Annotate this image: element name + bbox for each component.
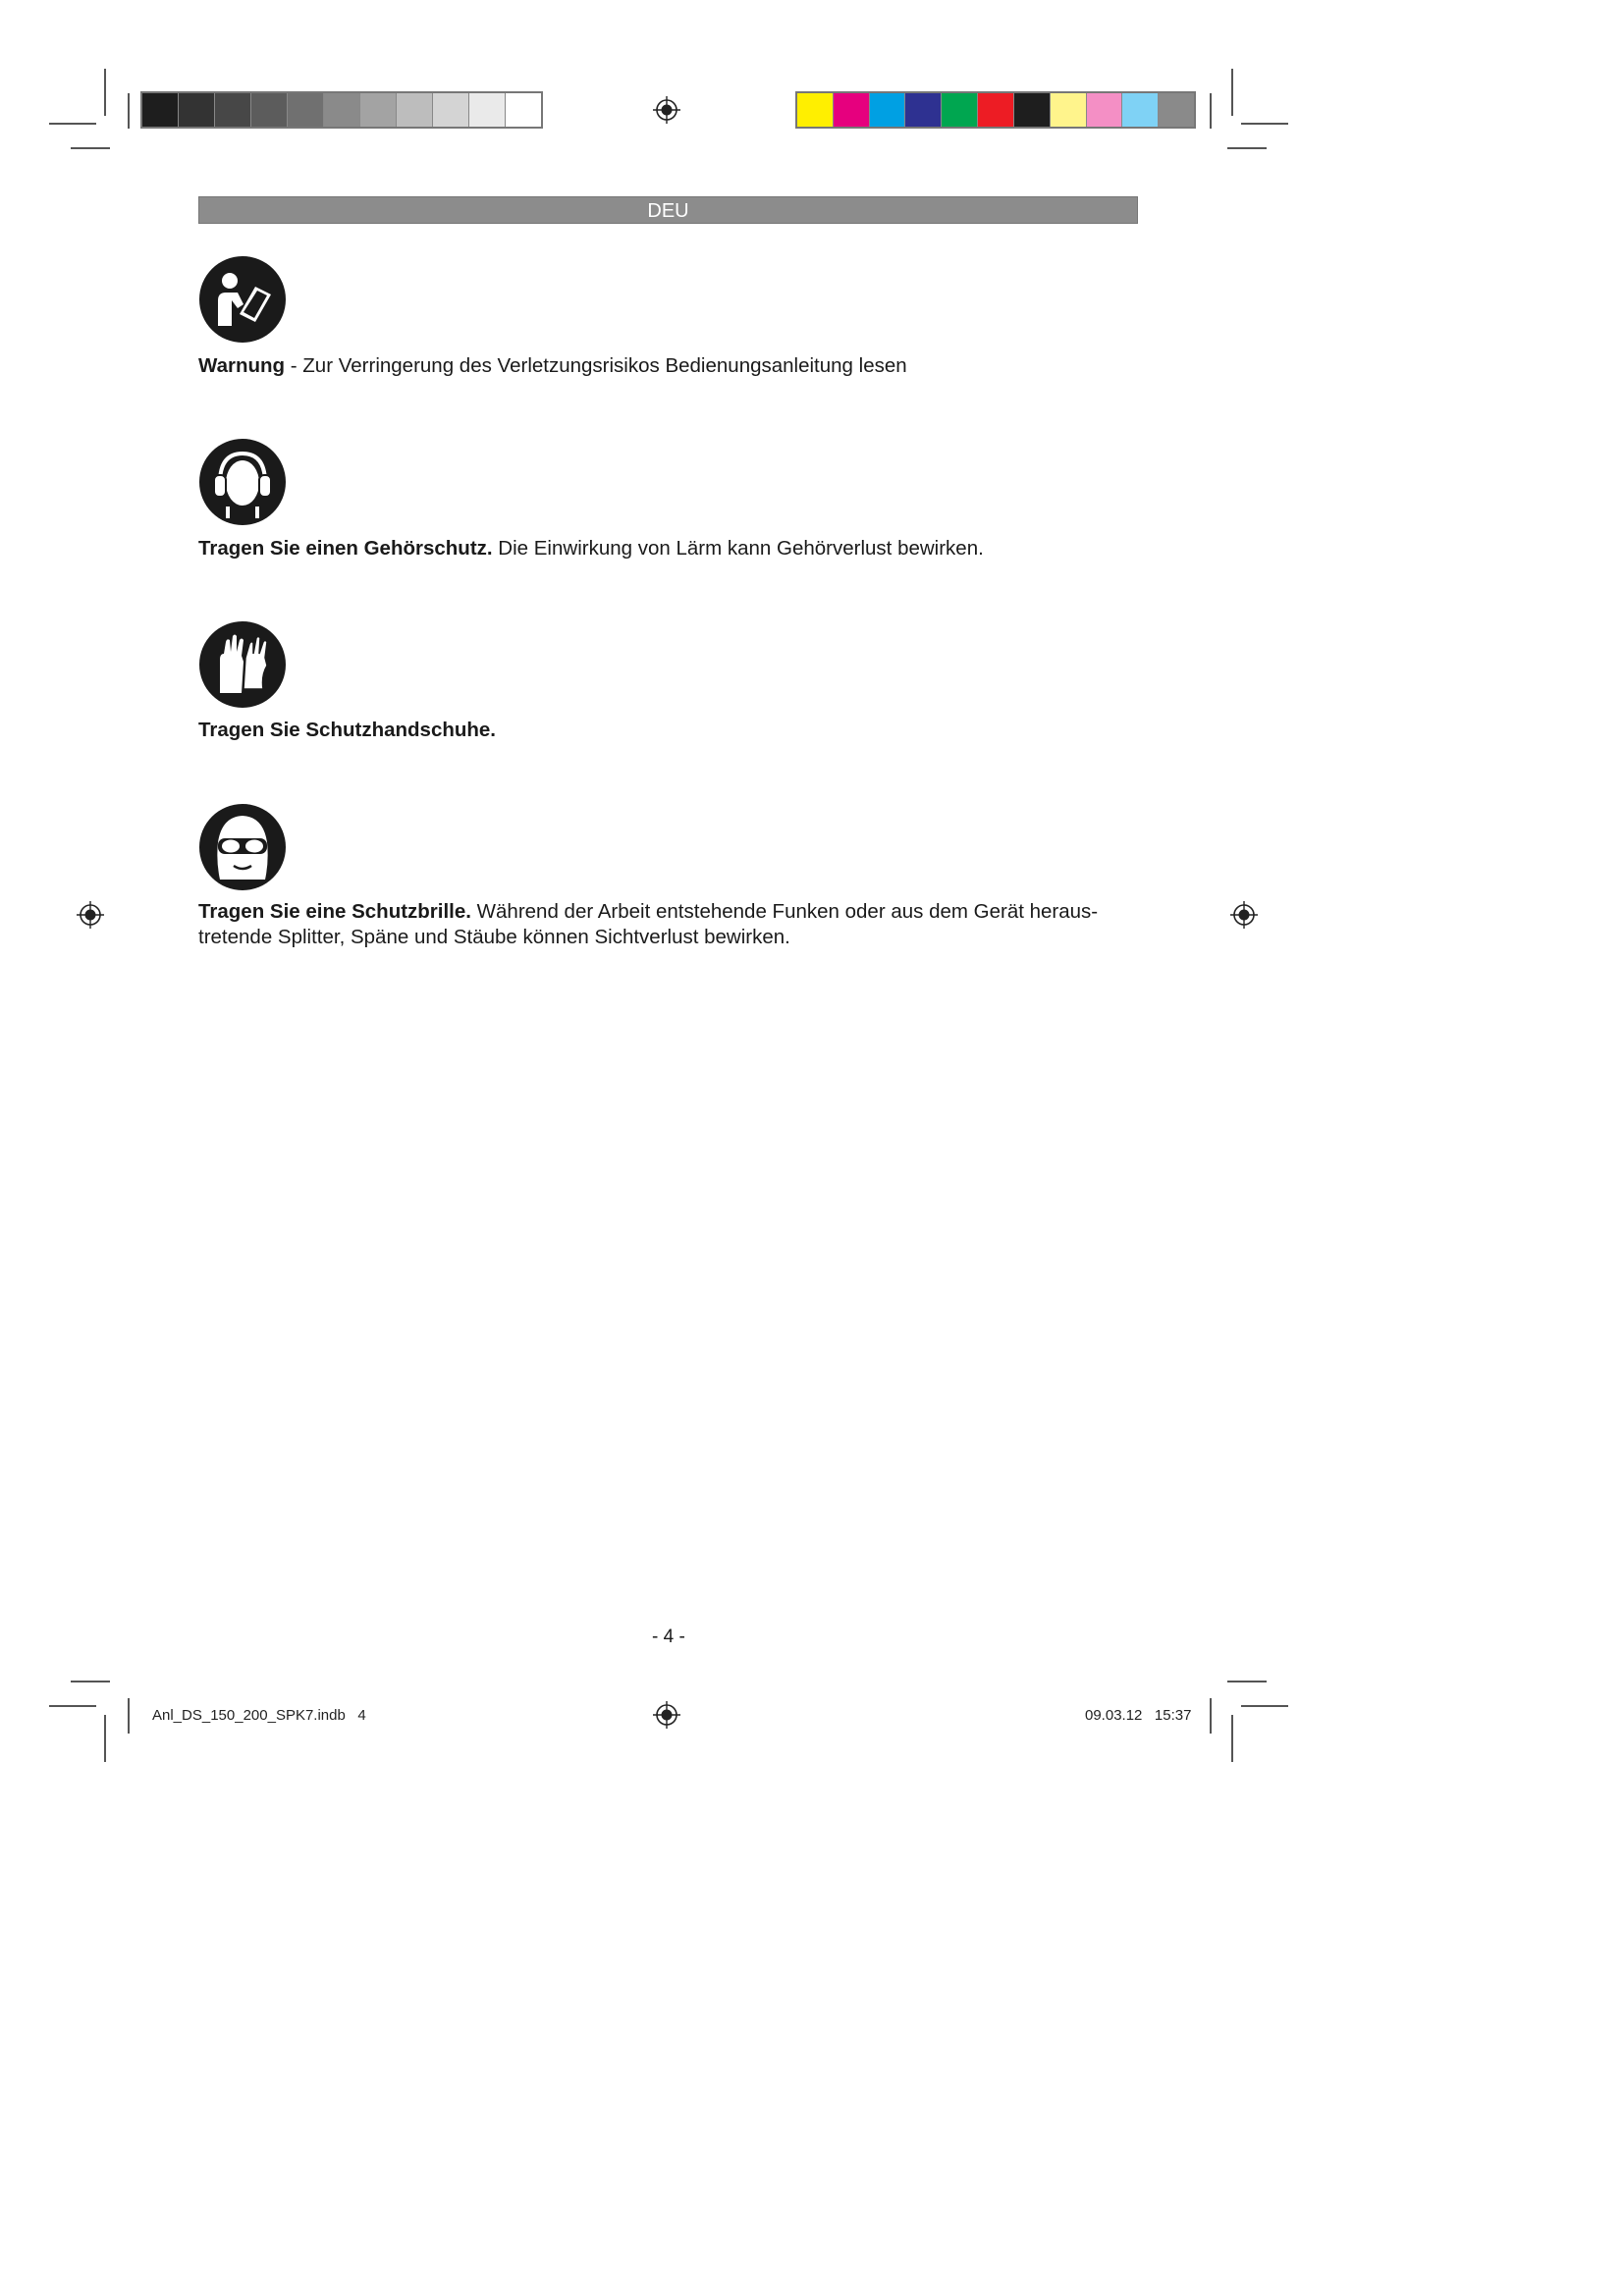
crop-mark [1241, 1705, 1288, 1707]
ear-protection-label: Tragen Sie einen Gehörschutz. [198, 537, 493, 560]
read-manual-icon [198, 255, 287, 344]
safety-goggles-icon [198, 803, 287, 891]
registration-mark-icon [76, 900, 105, 930]
warning-read-manual-text [198, 353, 907, 379]
color-swatch [834, 93, 870, 127]
color-swatch [1051, 93, 1087, 127]
color-swatch [469, 93, 506, 127]
color-swatch [324, 93, 360, 127]
color-swatch [179, 93, 215, 127]
color-swatch [870, 93, 906, 127]
ear-protection-description: Die Einwirkung von Lärm kann Gehörverlust bewirken. [492, 537, 984, 560]
goggles-text-line2: tretende Splitter, Späne und Stäube können Sichtverlust bewirken. [198, 926, 790, 948]
page-number: - 4 - [652, 1627, 685, 1647]
crop-mark [49, 123, 96, 125]
footer-datetime: 09.03.12 15:37 [1085, 1707, 1192, 1724]
color-swatch [1087, 93, 1123, 127]
color-swatch [1159, 93, 1194, 127]
color-swatch [397, 93, 433, 127]
gloves-icon [198, 620, 287, 709]
crop-mark [1231, 1715, 1233, 1762]
color-swatch [288, 93, 324, 127]
crop-mark [104, 69, 106, 116]
registration-mark-icon [652, 95, 681, 125]
goggles-label: Tragen Sie eine Schutzbrille. [198, 900, 471, 923]
registration-mark-icon [652, 1700, 681, 1730]
color-calibration-bar [795, 91, 1196, 129]
color-swatch [142, 93, 179, 127]
warning-label: Warnung [198, 354, 286, 377]
crop-mark [1231, 69, 1233, 116]
color-swatch [978, 93, 1014, 127]
color-swatch [433, 93, 469, 127]
gloves-label: Tragen Sie Schutzhandschuhe. [198, 719, 497, 741]
registration-mark-icon [1229, 900, 1259, 930]
crop-mark [1210, 1698, 1212, 1734]
goggles-text [198, 899, 1098, 925]
color-swatch [942, 93, 978, 127]
crop-mark [128, 1698, 130, 1734]
crop-mark [1227, 147, 1267, 149]
ear-protection-text [198, 536, 984, 561]
crop-mark [128, 93, 130, 129]
color-swatch [251, 93, 288, 127]
footer-file-name: Anl_DS_150_200_SPK7.indb 4 [152, 1707, 366, 1724]
color-swatch [1014, 93, 1051, 127]
language-header: DEU [198, 196, 1138, 224]
crop-mark [1241, 123, 1288, 125]
color-swatch [797, 93, 834, 127]
color-swatch [905, 93, 942, 127]
crop-mark [71, 147, 110, 149]
gloves-text [198, 718, 496, 743]
color-swatch [1122, 93, 1159, 127]
crop-mark [1227, 1681, 1267, 1682]
crop-mark [104, 1715, 106, 1762]
crop-mark [71, 1681, 110, 1682]
color-swatch [360, 93, 397, 127]
color-swatch [506, 93, 541, 127]
crop-mark [1210, 93, 1212, 129]
warning-description: - Zur Verringerung des Verletzungsrisikos Bedienungsanleitung lesen [285, 354, 907, 377]
crop-mark [49, 1705, 96, 1707]
ear-protection-icon [198, 438, 287, 526]
color-swatch [215, 93, 251, 127]
goggles-description: Während der Arbeit entstehende Funken oder aus dem Gerät heraus- [470, 900, 1099, 923]
gray-calibration-bar [140, 91, 543, 129]
